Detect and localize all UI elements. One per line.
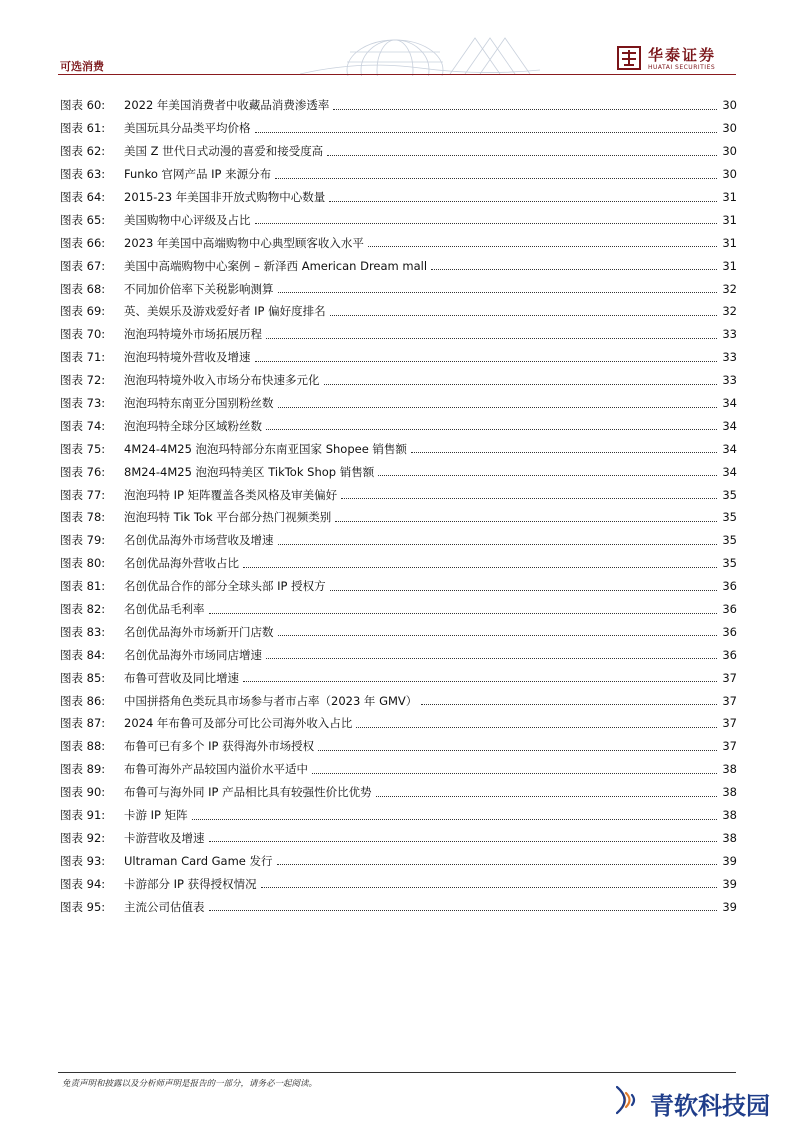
toc-entry-label: 图表 68: (60, 281, 106, 296)
toc-entry-page[interactable]: 35 (722, 510, 737, 525)
toc-entry-title[interactable]: 2015-23 年美国非开放式购物中心数量 (124, 190, 326, 204)
toc-entry[interactable] (60, 598, 737, 621)
toc-leader-dots (209, 841, 718, 842)
toc-entry-page[interactable]: 32 (722, 304, 737, 319)
toc-entry[interactable] (60, 460, 737, 483)
toc-entry[interactable] (60, 895, 737, 918)
toc-leader-dots (378, 475, 717, 476)
toc-entry-title[interactable]: 2023 年美国中高端购物中心典型顾客收入水平 (124, 235, 364, 250)
toc-entry-label: 图表 75: (60, 441, 106, 456)
toc-leader-dots (278, 407, 718, 408)
toc-leader-dots (192, 819, 717, 820)
toc-entry-page[interactable]: 34 (722, 441, 737, 456)
toc-entry-page[interactable]: 39 (722, 899, 737, 914)
toc-leader-dots (255, 361, 718, 362)
toc-entry-title[interactable]: 中国拼搭角色类玩具市场参与者市占率（2023 年 GMV） (124, 693, 418, 708)
toc-entry-page[interactable]: 39 (722, 876, 737, 891)
header-divider (58, 74, 736, 75)
toc-entry-label: 图表 90: (60, 785, 106, 800)
toc-entry-label: 图表 69: (60, 304, 106, 319)
toc-leader-dots (411, 452, 717, 453)
toc-entry[interactable] (60, 392, 737, 415)
toc-entry-title[interactable]: 布鲁可已有多个 IP 获得海外市场授权 (124, 739, 315, 754)
toc-leader-dots (312, 773, 717, 774)
toc-entry-page[interactable]: 31 (722, 190, 737, 204)
toc-leader-dots (327, 155, 717, 156)
toc-entry-label: 图表 93: (60, 853, 106, 868)
toc-entry-label: 图表 76: (60, 464, 106, 479)
toc-entry-title[interactable]: 布鲁可海外产品较国内溢价水平适中 (124, 762, 308, 777)
signal-waves-icon (616, 1084, 646, 1116)
toc-entry[interactable] (60, 208, 737, 231)
toc-entry-label: 图表 91: (60, 808, 106, 823)
toc-entry[interactable] (60, 689, 737, 712)
header-decoration (300, 30, 630, 76)
toc-entry-page[interactable]: 37 (722, 716, 737, 731)
toc-entry-page[interactable]: 36 (722, 624, 737, 639)
toc-leader-dots (330, 315, 717, 316)
toc-entry-label: 图表 71: (60, 350, 106, 365)
toc-entry[interactable] (60, 163, 737, 186)
toc-entry-label: 图表 92: (60, 830, 106, 845)
toc-entry[interactable] (60, 346, 737, 369)
toc-entry-label: 图表 62: (60, 144, 106, 159)
toc-entry-page[interactable]: 30 (722, 167, 737, 182)
toc-entry-page[interactable]: 39 (722, 853, 737, 868)
toc-entry[interactable] (60, 620, 737, 643)
toc-leader-dots (318, 750, 717, 751)
toc-entry-label: 图表 72: (60, 373, 106, 388)
toc-entry-page[interactable]: 37 (722, 739, 737, 754)
toc-entry[interactable] (60, 712, 737, 735)
toc-entry-page[interactable]: 35 (722, 556, 737, 571)
toc-leader-dots (209, 613, 718, 614)
toc-entry-title[interactable]: 不同加价倍率下关税影响测算 (124, 281, 274, 296)
toc-entry[interactable] (60, 300, 737, 323)
toc-entry-page[interactable]: 34 (722, 396, 737, 411)
toc-entry-label: 图表 85: (60, 670, 106, 685)
toc-entry-label: 图表 64: (60, 190, 106, 204)
toc-entry-page[interactable]: 35 (722, 533, 737, 548)
toc-entry-page[interactable]: 30 (722, 98, 737, 113)
toc-entry-label: 图表 73: (60, 396, 106, 411)
toc-entry-label: 图表 86: (60, 693, 106, 708)
toc-entry[interactable] (60, 643, 737, 666)
toc-leader-dots (368, 246, 717, 247)
toc-entry-page[interactable]: 38 (722, 830, 737, 845)
toc-entry[interactable] (60, 117, 737, 140)
brand-name-en: HUATAI SECURITIES (648, 64, 716, 71)
toc-entry[interactable] (60, 414, 737, 437)
toc-entry[interactable] (60, 575, 737, 598)
toc-entry[interactable] (60, 827, 737, 850)
toc-leader-dots (278, 292, 718, 293)
toc-entry-label: 图表 61: (60, 121, 106, 136)
toc-entry-label: 图表 60: (60, 98, 106, 113)
toc-entry[interactable] (60, 94, 737, 117)
toc-entry[interactable] (60, 552, 737, 575)
section-label: 可选消费 (60, 60, 104, 73)
toc-entry-title[interactable]: 名创优品海外市场营收及增速 (124, 533, 274, 548)
toc-entry-label: 图表 88: (60, 739, 106, 754)
toc-entry-label: 图表 87: (60, 716, 106, 731)
toc-leader-dots (266, 429, 717, 430)
toc-entry-title[interactable]: 泡泡玛特境外市场拓展历程 (124, 327, 262, 342)
toc-entry[interactable] (60, 369, 737, 392)
toc-leader-dots (255, 223, 718, 224)
toc-entry-page[interactable]: 37 (722, 693, 737, 708)
toc-leader-dots (335, 521, 717, 522)
toc-entry-page[interactable]: 38 (722, 762, 737, 777)
toc-entry-label: 图表 70: (60, 327, 106, 342)
toc-leader-dots (278, 635, 718, 636)
toc-entry-title[interactable]: 泡泡玛特境外营收及增速 (124, 350, 251, 365)
toc-entry-page[interactable]: 31 (722, 212, 737, 227)
toc-leader-dots (278, 544, 718, 545)
toc-entry-page[interactable]: 31 (722, 235, 737, 250)
huatai-logo (616, 44, 736, 74)
toc-entry[interactable] (60, 254, 737, 277)
toc-entry-title[interactable]: 泡泡玛特 Tik Tok 平台部分热门视频类别 (124, 510, 332, 525)
toc-entry-label: 图表 63: (60, 167, 106, 182)
toc-entry[interactable] (60, 437, 737, 460)
toc-entry-title[interactable]: 泡泡玛特东南亚分国别粉丝数 (124, 396, 274, 411)
toc-entry[interactable] (60, 849, 737, 872)
toc-leader-dots (266, 338, 717, 339)
toc-entry-page[interactable]: 32 (722, 281, 737, 296)
toc-leader-dots (330, 590, 717, 591)
brand-name-cn: 华泰证券 (648, 46, 717, 64)
toc-entry[interactable] (60, 758, 737, 781)
toc-entry-title[interactable]: 2022 年美国消费者中收藏品消费渗透率 (124, 98, 330, 113)
toc-entry[interactable] (60, 666, 737, 689)
toc-entry-title[interactable]: 美国购物中心评级及占比 (124, 212, 251, 227)
toc-leader-dots (431, 269, 717, 270)
toc-entry[interactable] (60, 186, 737, 209)
figure-list (60, 94, 737, 918)
toc-entry-page[interactable]: 30 (722, 121, 737, 136)
toc-entry[interactable] (60, 872, 737, 895)
toc-entry-label: 图表 95: (60, 899, 106, 914)
toc-entry-label: 图表 78: (60, 510, 106, 525)
toc-entry-label: 图表 84: (60, 647, 106, 662)
toc-entry[interactable] (60, 277, 737, 300)
toc-entry-title[interactable]: 名创优品合作的部分全球头部 IP 授权方 (124, 579, 326, 594)
toc-entry-title[interactable]: 英、美娱乐及游戏爱好者 IP 偏好度排名 (124, 304, 326, 319)
toc-entry-title[interactable]: 卡游营收及增速 (124, 830, 205, 845)
toc-entry-page[interactable]: 34 (722, 418, 737, 433)
toc-entry-page[interactable]: 36 (722, 579, 737, 594)
toc-entry-page[interactable]: 35 (722, 487, 737, 502)
toc-entry-page[interactable]: 33 (722, 350, 737, 365)
watermark (616, 1082, 776, 1120)
toc-entry[interactable] (60, 483, 737, 506)
toc-entry-label: 图表 81: (60, 579, 106, 594)
toc-entry-title[interactable]: 泡泡玛特 IP 矩阵覆盖各类风格及审美偏好 (124, 487, 338, 502)
toc-entry-label: 图表 77: (60, 487, 106, 502)
toc-entry-title[interactable]: 美国 Z 世代日式动漫的喜爱和接受度高 (124, 144, 324, 159)
toc-entry-label: 图表 89: (60, 762, 106, 777)
toc-entry-label: 图表 74: (60, 418, 106, 433)
toc-entry-label: 图表 80: (60, 556, 106, 571)
toc-entry-page[interactable]: 33 (722, 327, 737, 342)
toc-entry[interactable] (60, 506, 737, 529)
toc-leader-dots (243, 681, 717, 682)
huatai-logo-icon (616, 45, 642, 71)
toc-entry-page[interactable]: 34 (722, 464, 737, 479)
toc-entry-title[interactable]: 布鲁可与海外同 IP 产品相比具有较强性价比优势 (124, 785, 372, 800)
toc-entry-page[interactable]: 38 (722, 808, 737, 823)
toc-leader-dots (333, 109, 717, 110)
toc-leader-dots (209, 910, 718, 911)
toc-entry-title[interactable]: Ultraman Card Game 发行 (124, 853, 273, 868)
toc-entry-title[interactable]: 泡泡玛特境外收入市场分布快速多元化 (124, 373, 320, 388)
toc-entry-page[interactable]: 36 (722, 602, 737, 617)
toc-entry[interactable] (60, 231, 737, 254)
toc-entry-title[interactable]: 美国中高端购物中心案例 – 新泽西 American Dream mall (124, 258, 428, 273)
toc-entry[interactable] (60, 140, 737, 163)
footer-divider (58, 1072, 736, 1073)
toc-entry-title[interactable]: 名创优品毛利率 (124, 602, 205, 617)
toc-leader-dots (275, 178, 717, 179)
toc-entry-title[interactable]: 泡泡玛特全球分区域粉丝数 (124, 418, 262, 433)
toc-entry-title[interactable]: 2024 年布鲁可及部分可比公司海外收入占比 (124, 716, 353, 731)
toc-leader-dots (266, 658, 717, 659)
toc-leader-dots (277, 864, 717, 865)
toc-leader-dots (324, 384, 718, 385)
toc-entry-title[interactable]: 名创优品海外市场同店增速 (124, 647, 262, 662)
toc-entry-title[interactable]: 卡游 IP 矩阵 (124, 808, 188, 823)
toc-entry-label: 图表 83: (60, 624, 106, 639)
toc-leader-dots (261, 887, 717, 888)
toc-entry-title[interactable]: 美国玩具分品类平均价格 (124, 121, 251, 136)
toc-entry-title[interactable]: 4M24-4M25 泡泡玛特部分东南亚国家 Shopee 销售额 (124, 441, 407, 456)
toc-entry[interactable] (60, 323, 737, 346)
toc-entry-page[interactable]: 37 (722, 670, 737, 685)
toc-entry[interactable] (60, 804, 737, 827)
toc-entry[interactable] (60, 735, 737, 758)
toc-entry-label: 图表 79: (60, 533, 106, 548)
toc-entry-title[interactable]: 卡游部分 IP 获得授权情况 (124, 876, 257, 891)
disclaimer-text: 免责声明和披露以及分析师声明是报告的一部分，请务必一起阅读。 (62, 1079, 318, 1089)
toc-entry-page[interactable]: 33 (722, 373, 737, 388)
toc-entry-page[interactable]: 36 (722, 647, 737, 662)
toc-entry-label: 图表 82: (60, 602, 106, 617)
toc-entry-page[interactable]: 31 (722, 258, 737, 273)
toc-entry[interactable] (60, 781, 737, 804)
toc-leader-dots (243, 567, 717, 568)
toc-entry-label: 图表 66: (60, 235, 106, 250)
watermark-text: 青软科技园 (650, 1092, 770, 1120)
toc-entry-title[interactable]: 主流公司估值表 (124, 899, 205, 914)
toc-entry-title[interactable]: 名创优品海外市场新开门店数 (124, 624, 274, 639)
toc-entry-title[interactable]: Funko 官网产品 IP 来源分布 (124, 167, 272, 182)
toc-entry-label: 图表 65: (60, 212, 106, 227)
toc-entry-title[interactable]: 8M24-4M25 泡泡玛特美区 TikTok Shop 销售额 (124, 464, 375, 479)
toc-entry-page[interactable]: 38 (722, 785, 737, 800)
toc-leader-dots (356, 727, 717, 728)
toc-entry-title[interactable]: 布鲁可营收及同比增速 (124, 670, 239, 685)
toc-leader-dots (329, 201, 717, 202)
toc-entry-title[interactable]: 名创优品海外营收占比 (124, 556, 239, 571)
toc-entry-label: 图表 67: (60, 258, 106, 273)
toc-entry-label: 图表 94: (60, 876, 106, 891)
toc-leader-dots (376, 796, 717, 797)
toc-entry[interactable] (60, 529, 737, 552)
toc-leader-dots (255, 132, 718, 133)
toc-leader-dots (421, 704, 717, 705)
toc-entry-page[interactable]: 30 (722, 144, 737, 159)
toc-leader-dots (341, 498, 717, 499)
